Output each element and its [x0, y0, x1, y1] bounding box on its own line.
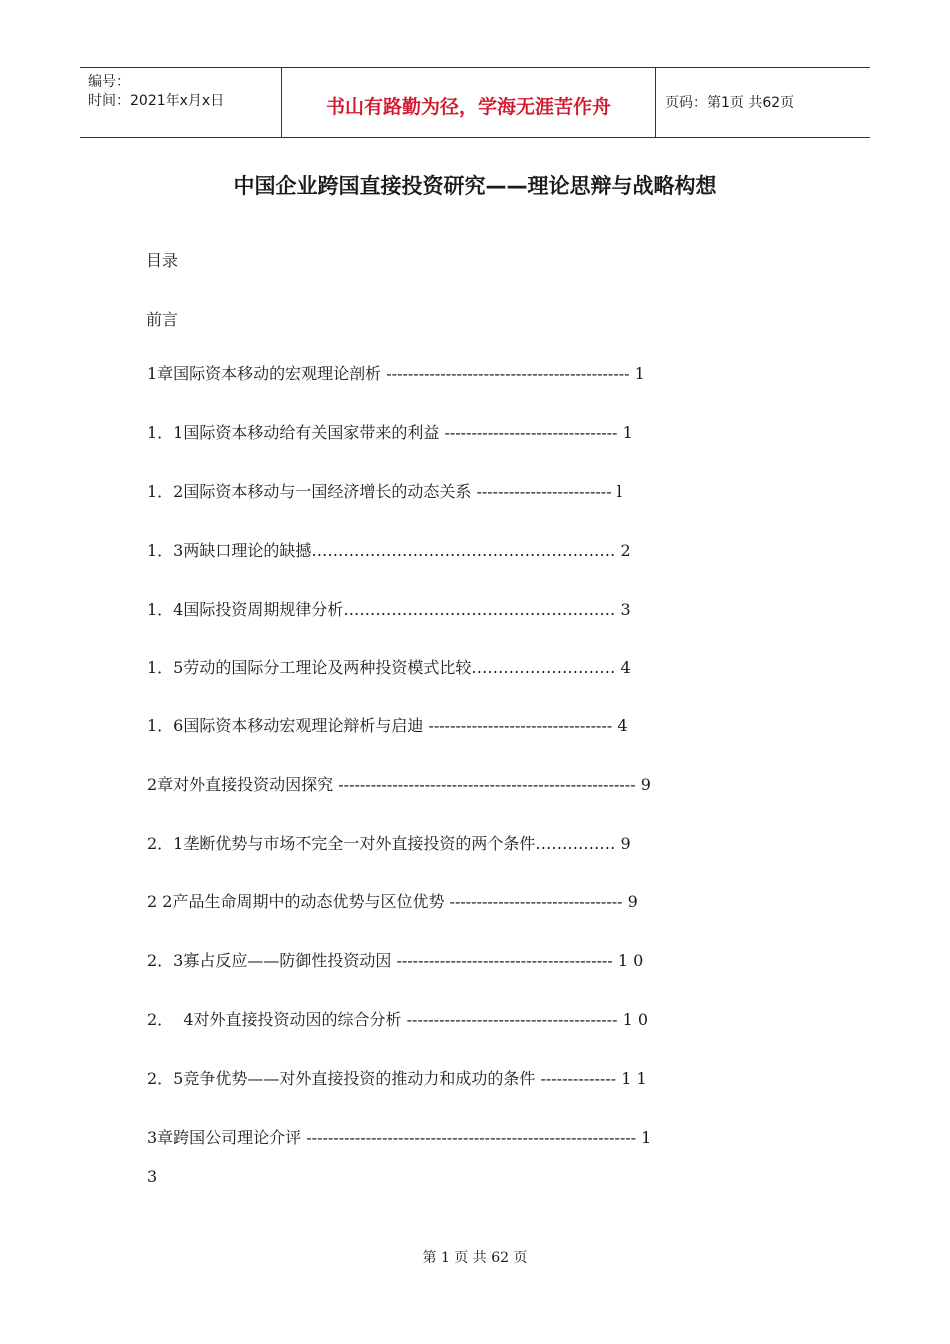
header-page-info: 页码：第1页 共62页: [665, 95, 795, 111]
header-motto: 书山有路勤为径，学海无涯苦作舟: [325, 96, 611, 118]
toc-entry-leader: -------------------------: [471, 482, 612, 501]
toc-entry-leader: ----------------------------------------: [391, 951, 613, 970]
toc-entry-leader: --------------------------------: [444, 892, 623, 911]
toc-entry-page: 9: [627, 892, 638, 911]
toc-entry-label: 2章对外直接投资动因探究: [147, 775, 334, 794]
toc-entry-page: 4: [617, 716, 628, 735]
toc-entry-page: 1: [622, 423, 633, 442]
contents-heading: 目录: [146, 251, 179, 270]
toc-entry-label: 1．2国际资本移动与一国经济增长的动态关系: [147, 482, 472, 501]
toc-entry-label: 1．5劳动的国际分工理论及两种投资模式比较: [147, 658, 472, 677]
toc-entry[interactable]: [147, 892, 638, 912]
toc-entry-page: 9: [640, 775, 651, 794]
toc-entry-leader: -------------------------------------------------------------: [301, 1128, 637, 1147]
toc-entry-leader: --------------------------------: [439, 423, 618, 442]
toc-entry[interactable]: [147, 834, 631, 854]
toc-entry[interactable]: [147, 716, 628, 736]
toc-entry[interactable]: [147, 1010, 648, 1030]
toc-entry[interactable]: [147, 1128, 651, 1148]
toc-entry-label: 1．4国际投资周期规律分析: [147, 600, 344, 619]
toc-entry-leader: ……………: [535, 834, 616, 853]
toc-entry[interactable]: [147, 423, 633, 443]
document-title: 中国企业跨国直接投资研究——理论思辩与战略构想: [233, 174, 717, 198]
toc-entry-page: 1: [634, 364, 645, 383]
toc-entry-label: 2．5竞争优势——对外直接投资的推动力和成功的条件: [147, 1069, 536, 1088]
document-number-label: 编号：: [88, 74, 130, 90]
toc-entry[interactable]: [147, 775, 651, 795]
toc-entry-leader: --------------: [535, 1069, 617, 1088]
toc-entry-page: 1 0: [617, 951, 644, 970]
toc-entry-leader: …………………………………………………: [311, 541, 616, 560]
toc-entry-page: 1 1: [621, 1069, 647, 1088]
toc-entry-leader: ………………………: [471, 658, 616, 677]
toc-entry[interactable]: [147, 541, 631, 561]
preface-link[interactable]: 前言: [146, 310, 179, 329]
header-table: [80, 67, 870, 138]
page-footer: 第 1 页 共 62 页: [422, 1250, 528, 1266]
toc-entry-leader: ---------------------------------------: [401, 1010, 618, 1029]
header-left-cell: [80, 68, 281, 137]
header-right-cell: [655, 68, 870, 137]
toc-entry-label: 1章国际资本移动的宏观理论剖析: [147, 364, 382, 383]
toc-entry[interactable]: [147, 1069, 647, 1089]
document-time-label: 时间：2021年x月x日: [88, 93, 225, 109]
toc-entry[interactable]: [147, 600, 631, 620]
toc-entry[interactable]: [147, 658, 631, 678]
toc-entry-leader: ……………………………………………: [343, 600, 616, 619]
toc-entry[interactable]: [147, 951, 643, 971]
toc-entry-page: 1 0: [622, 1010, 649, 1029]
toc-entry-label: 2．1垄断优势与市场不完全一对外直接投资的两个条件: [147, 834, 536, 853]
toc-entry-page: 2: [620, 541, 631, 560]
toc-page-continuation: 3: [147, 1167, 158, 1186]
toc-entry-label: 3章跨国公司理论介评: [147, 1128, 302, 1147]
toc-entry-label: 2．3寡占反应——防御性投资动因: [147, 951, 392, 970]
toc-entry-label: 1．3两缺口理论的缺撼: [147, 541, 312, 560]
toc-entry-page: 9: [620, 834, 631, 853]
toc-entry-leader: ----------------------------------: [423, 716, 613, 735]
toc-entry-page: l: [616, 482, 622, 501]
toc-entry-leader: -------------------------------------------------------: [333, 775, 636, 794]
toc-entry-page: 4: [620, 658, 631, 677]
toc-entry-page: 3: [620, 600, 631, 619]
toc-entry-label: 1．1国际资本移动给有关国家带来的利益: [147, 423, 440, 442]
header-motto-cell: [281, 68, 656, 137]
toc-entry[interactable]: [147, 482, 622, 502]
toc-entry-page: 1: [641, 1128, 652, 1147]
toc-entry-label: 1．6国际资本移动宏观理论辩析与启迪: [147, 716, 424, 735]
toc-entry-label: 2． 4对外直接投资动因的综合分析: [147, 1010, 402, 1029]
toc-entry-leader: ---------------------------------------------: [381, 364, 630, 383]
toc-entry-label: 2 2产品生命周期中的动态优势与区位优势: [147, 892, 445, 911]
toc-entry[interactable]: [147, 364, 645, 384]
